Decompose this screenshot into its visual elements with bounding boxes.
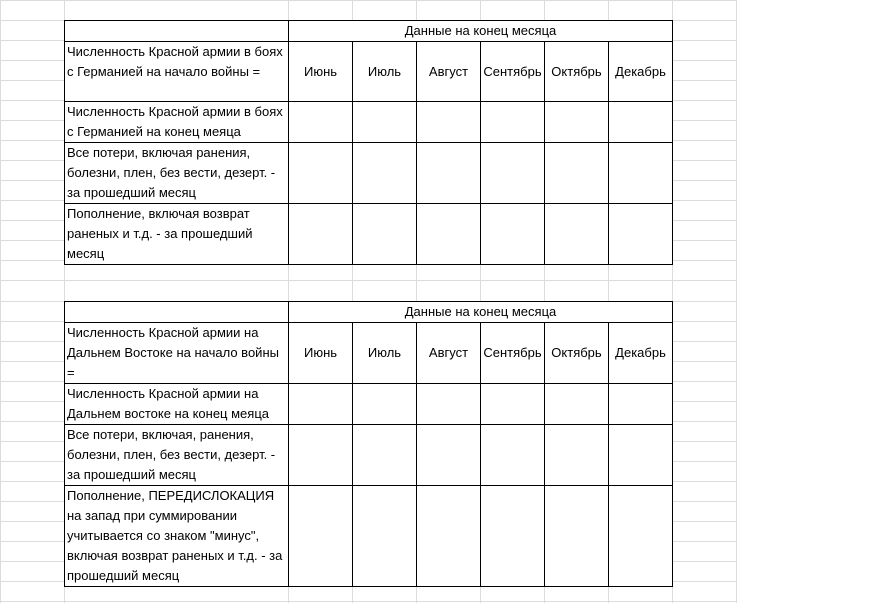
data-cell[interactable]	[417, 102, 481, 143]
month-header-june[interactable]: Июнь	[289, 323, 353, 384]
row-label-strength-start[interactable]: Численность Красной армии на Дальнем Востоке на начало войны =	[65, 323, 289, 384]
row-label-strength-end[interactable]: Численность Красной армии на Дальнем востоке на конец меяца	[65, 384, 289, 425]
grid-line-horizontal	[0, 280, 736, 281]
data-cell[interactable]	[609, 102, 673, 143]
month-header-july[interactable]: Июль	[353, 323, 417, 384]
month-header-september[interactable]: Сентябрь	[481, 323, 545, 384]
data-cell[interactable]	[481, 102, 545, 143]
header-title[interactable]: Данные на конец месяца	[289, 302, 673, 323]
data-cell[interactable]	[289, 425, 353, 486]
data-cell[interactable]	[481, 486, 545, 587]
data-cell[interactable]	[481, 425, 545, 486]
army-ussr-germany-table	[64, 20, 673, 265]
row-label-losses[interactable]: Все потери, включая, ранения, болезни, плен, без вести, дезерт. - за прошедший месяц	[65, 425, 289, 486]
data-cell[interactable]	[289, 102, 353, 143]
month-header-october[interactable]: Октябрь	[545, 323, 609, 384]
data-cell[interactable]	[545, 384, 609, 425]
month-header-august[interactable]: Август	[417, 323, 481, 384]
data-cell[interactable]	[545, 102, 609, 143]
data-cell[interactable]	[417, 486, 481, 587]
data-cell[interactable]	[353, 102, 417, 143]
data-cell[interactable]	[545, 425, 609, 486]
data-cell[interactable]	[353, 143, 417, 204]
data-cell[interactable]	[545, 204, 609, 265]
row-label-reinforcements[interactable]: Пополнение, включая возврат раненых и т.д. - за прошедший месяц	[65, 204, 289, 265]
month-header-june[interactable]: Июнь	[289, 42, 353, 102]
data-cell[interactable]	[417, 425, 481, 486]
data-cell[interactable]	[289, 384, 353, 425]
month-header-december[interactable]: Декабрь	[609, 323, 673, 384]
month-header-july[interactable]: Июль	[353, 42, 417, 102]
header-corner-cell[interactable]	[65, 302, 289, 323]
data-cell[interactable]	[609, 384, 673, 425]
data-cell[interactable]	[545, 486, 609, 587]
row-label-losses[interactable]: Все потери, включая ранения, болезни, плен, без вести, дезерт. - за прошедший месяц	[65, 143, 289, 204]
month-header-september[interactable]: Сентябрь	[481, 42, 545, 102]
data-cell[interactable]	[289, 143, 353, 204]
row-label-reinforcements-redeployment[interactable]: Пополнение, ПЕРЕДИСЛОКАЦИЯ на запад при суммировании учитывается со знаком "минус", включая возврат раненых и т.д. - за прошедший месяц	[65, 486, 289, 587]
data-cell[interactable]	[609, 204, 673, 265]
row-label-strength-start[interactable]: Численность Красной армии в боях с Германией на начало войны =	[65, 42, 289, 102]
grid-line-horizontal	[0, 601, 736, 602]
data-cell[interactable]	[417, 143, 481, 204]
data-cell[interactable]	[289, 204, 353, 265]
data-cell[interactable]	[545, 143, 609, 204]
army-far-east-table	[64, 301, 673, 587]
row-label-strength-end[interactable]: Численность Красной армии в боях с Германией на конец меяца	[65, 102, 289, 143]
data-cell[interactable]	[481, 204, 545, 265]
data-cell[interactable]	[609, 143, 673, 204]
grid-line-horizontal	[0, 0, 736, 1]
month-header-october[interactable]: Октябрь	[545, 42, 609, 102]
data-cell[interactable]	[289, 486, 353, 587]
data-cell[interactable]	[353, 384, 417, 425]
data-cell[interactable]	[353, 425, 417, 486]
data-cell[interactable]	[481, 384, 545, 425]
header-title[interactable]: Данные на конец месяца	[289, 21, 673, 42]
grid-line-vertical	[736, 0, 737, 603]
data-cell[interactable]	[417, 384, 481, 425]
data-cell[interactable]	[353, 204, 417, 265]
data-cell[interactable]	[417, 204, 481, 265]
month-header-august[interactable]: Август	[417, 42, 481, 102]
data-cell[interactable]	[609, 425, 673, 486]
header-corner-cell[interactable]	[65, 21, 289, 42]
data-cell[interactable]	[353, 486, 417, 587]
data-cell[interactable]	[609, 486, 673, 587]
data-cell[interactable]	[481, 143, 545, 204]
month-header-december[interactable]: Декабрь	[609, 42, 673, 102]
